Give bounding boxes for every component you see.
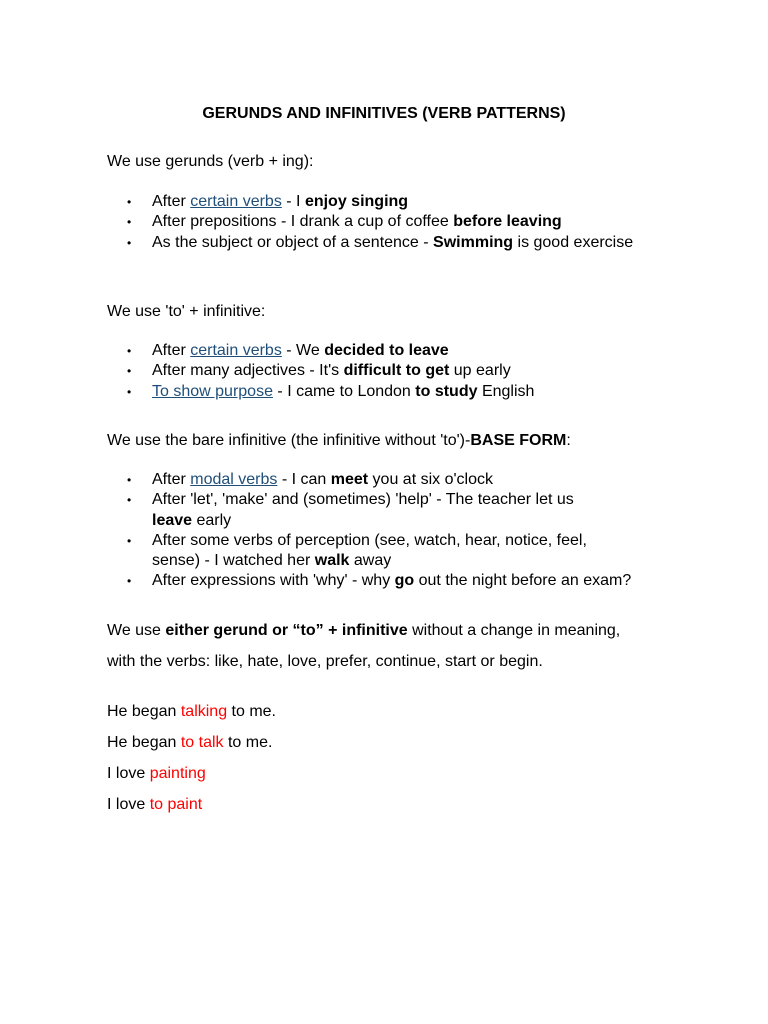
list-item: • After many adjectives - It's difficult to get up early — [107, 361, 667, 381]
list-item: • After some verbs of perception (see, watch, hear, notice, feel, sense) - I watched her walk away — [127, 531, 587, 570]
bullet-icon: • — [127, 235, 132, 250]
bullet-icon: • — [127, 215, 132, 230]
bullet-icon: • — [127, 533, 132, 548]
list-item: • After 'let', 'make' and (sometimes) 'help' - The teacher let us leave early — [127, 491, 574, 529]
bullet-icon: • — [127, 344, 132, 358]
example-line: I love painting — [107, 765, 206, 782]
list-item: • After prepositions - I drank a cup of coffee before leaving — [107, 212, 667, 232]
page-title: GERUNDS AND INFINITIVES (VERB PATTERNS) — [202, 105, 566, 122]
gerund-intro: We use gerunds (verb + ing): — [107, 153, 314, 170]
bare-infinitive-list — [107, 470, 662, 592]
example-line: I love to paint — [107, 796, 203, 813]
list-item: • As the subject or object of a sentence - Swimming is good exercise — [107, 233, 667, 253]
certain-verbs-link[interactable]: certain verbs — [190, 193, 282, 210]
example-line: He began talking to me. — [107, 703, 276, 720]
bullet-icon: • — [127, 473, 132, 487]
bullet-icon: • — [127, 574, 132, 589]
to-infinitive-intro: We use 'to' + infinitive: — [107, 303, 266, 320]
bare-infinitive-intro: We use the bare infinitive (the infinitive without 'to')-BASE FORM: — [107, 432, 571, 449]
list-item: • After expressions with 'why' - why go out the night before an exam? — [107, 571, 662, 591]
list-item: • After certain verbs - I enjoy singing — [107, 192, 667, 212]
list-item: • After modal verbs - I can meet you at six o'clock — [107, 470, 662, 490]
gerund-list — [107, 192, 667, 253]
bullet-icon: • — [127, 384, 132, 399]
to-infinitive-list — [107, 341, 667, 402]
list-item: • After certain verbs - We decided to leave — [107, 341, 667, 361]
list-item: • To show purpose - I came to London to study English — [107, 382, 667, 402]
either-line-2: with the verbs: like, hate, love, prefer, continue, start or begin. — [107, 653, 543, 670]
example-line: He began to talk to me. — [107, 734, 273, 751]
bullet-icon: • — [127, 364, 132, 379]
bullet-icon: • — [127, 195, 132, 209]
to-show-purpose-link[interactable]: To show purpose — [152, 382, 273, 400]
modal-verbs-link[interactable]: modal verbs — [190, 471, 278, 488]
certain-verbs-link-2[interactable]: certain verbs — [190, 342, 282, 359]
bullet-icon: • — [127, 493, 132, 508]
either-line-1: We use either gerund or “to” + infinitive without a change in meaning, — [107, 622, 621, 639]
